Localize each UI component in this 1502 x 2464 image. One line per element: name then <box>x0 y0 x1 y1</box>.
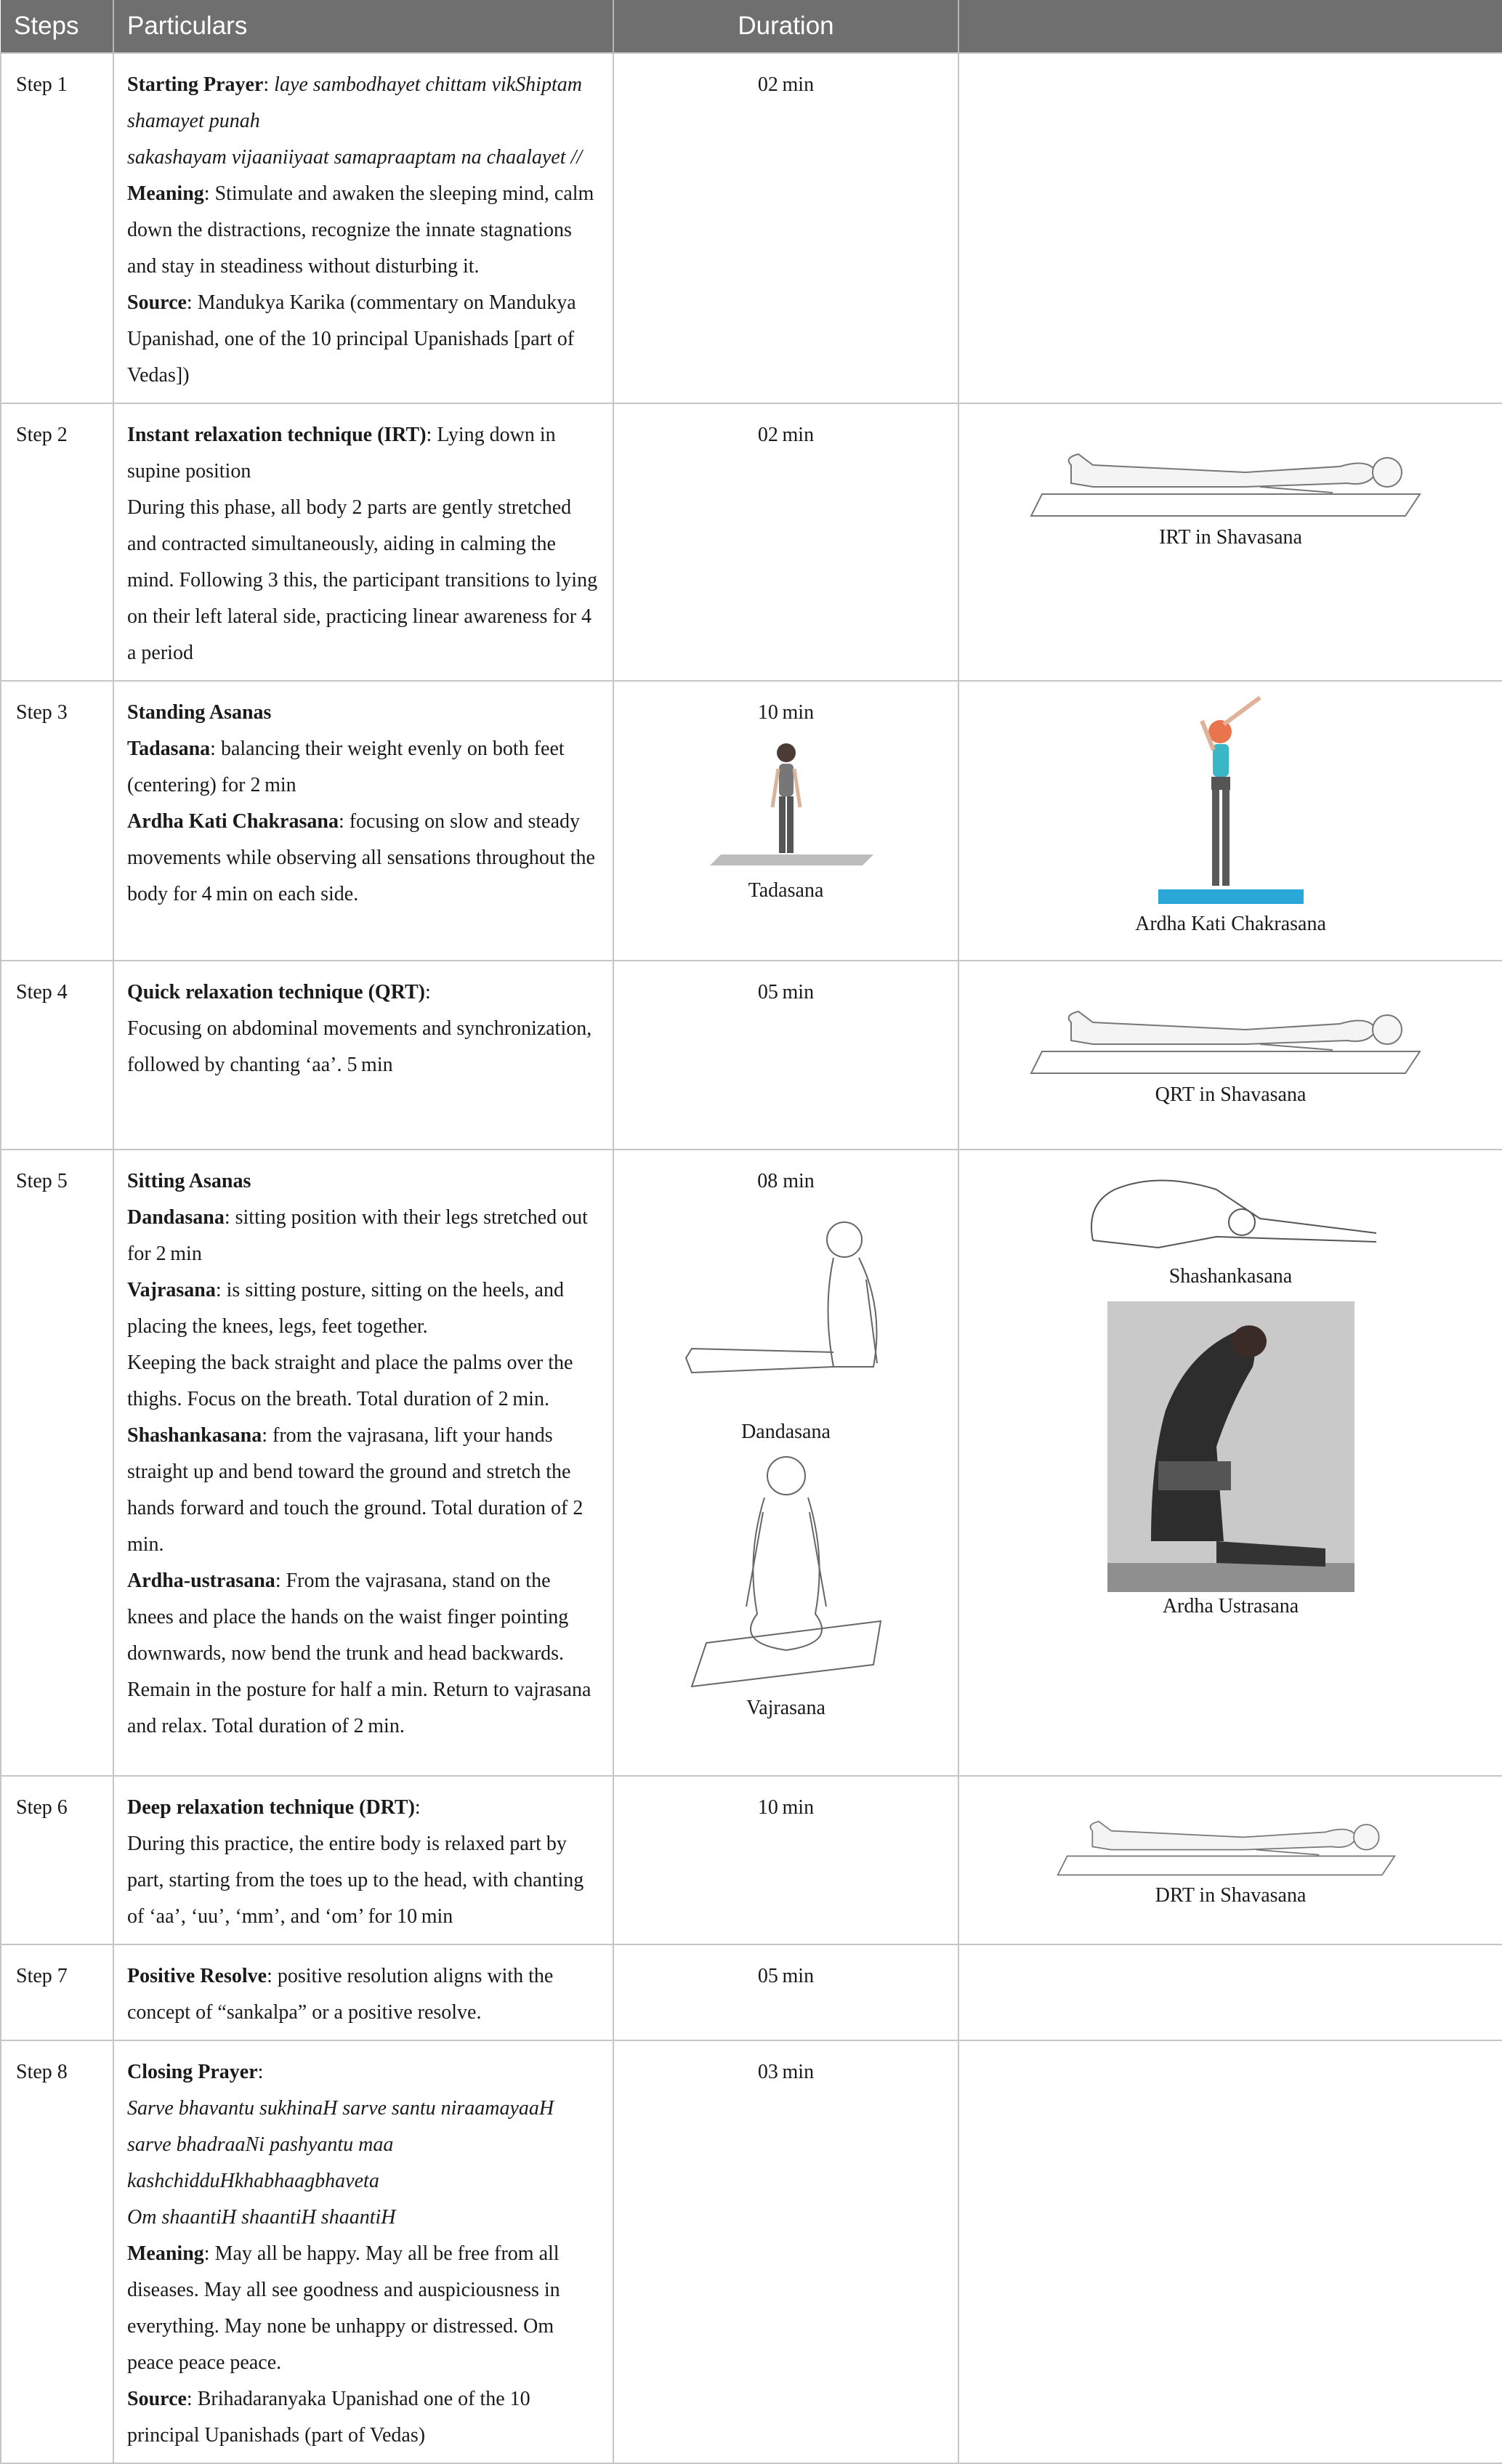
particulars-cell <box>113 1944 613 2040</box>
figure-caption: Ardha Kati Chakrasana <box>1135 913 1326 935</box>
ardha-kati-chakrasana-figure <box>1144 692 1318 910</box>
table-row <box>1 403 1502 681</box>
line-label: Closing Prayer <box>127 2061 258 2083</box>
particulars-cell <box>113 1776 613 1944</box>
shavasana-figure <box>1027 972 1434 1080</box>
figure-caption: Tadasana <box>748 879 824 902</box>
table-row <box>1 53 1502 403</box>
step-cell: Step 6 <box>1 1776 113 1944</box>
dandasana-figure <box>677 1200 895 1418</box>
line-label: Tadasana <box>127 738 211 760</box>
duration-value: 08 min <box>757 1170 815 1192</box>
figure-cell <box>958 1944 1502 2040</box>
line-text: focusing on slow and steady movements while observing all sensations throughout the body for 4 min on each side. <box>127 810 595 905</box>
line-separator: : <box>426 424 437 446</box>
figure-caption: IRT in Shavasana <box>1159 526 1302 549</box>
line-label: Instant relaxation technique (IRT) <box>127 424 427 446</box>
line-label: Quick relaxation technique (QRT) <box>127 981 425 1003</box>
line-label: Shashankasana <box>127 1424 262 1447</box>
line-separator: : <box>215 1279 227 1301</box>
line-separator: : <box>275 1570 286 1592</box>
step-cell: Step 7 <box>1 1944 113 2040</box>
tadasana-figure <box>688 731 884 876</box>
particular-line <box>127 1958 599 2031</box>
line-separator: : <box>338 810 350 833</box>
table-row <box>1 2040 1502 2463</box>
line-separator: : <box>224 1206 235 1229</box>
duration-cell <box>613 1150 958 1776</box>
particular-line: Om shaantiH shaantiH shaantiH <box>127 2206 396 2229</box>
particular-line: Sarve bhavantu sukhinaH sarve santu niraamayaaH sarve bhadraaNi pashyantu maa kashchidduHkhabhaagbhaveta <box>127 2097 554 2192</box>
line-label: Meaning <box>127 2242 204 2265</box>
line-separator: : <box>203 2242 215 2265</box>
line-separator: : <box>210 738 221 760</box>
particular-line: Sitting Asanas <box>127 1170 251 1192</box>
line-text: balancing their weight evenly on both feet (centering) for 2 min <box>127 738 565 796</box>
particular-line <box>127 417 599 490</box>
line-text: is sitting posture, sitting on the heels, and placing the knees, legs, feet together. <box>127 1279 564 1338</box>
particulars-cell <box>113 403 613 681</box>
line-separator: : <box>262 1424 273 1447</box>
header-particulars: Particulars <box>113 0 613 53</box>
table-row <box>1 961 1502 1150</box>
line-label: Positive Resolve <box>127 1965 267 1987</box>
figure-caption: QRT in Shavasana <box>1155 1083 1307 1106</box>
figure-cell <box>958 961 1502 1150</box>
particular-line <box>127 1272 599 1345</box>
shavasana-figure <box>1027 414 1434 523</box>
duration-cell: 10 min <box>613 1776 958 1944</box>
figure-caption: Vajrasana <box>746 1697 825 1719</box>
line-separator: : <box>267 1965 278 1987</box>
particulars-cell <box>113 1150 613 1776</box>
figure-caption: Ardha Ustrasana <box>1162 1595 1299 1617</box>
particular-line <box>127 67 599 140</box>
duration-cell: 05 min <box>613 961 958 1150</box>
figure-caption: DRT in Shavasana <box>1155 1884 1307 1907</box>
line-label: Meaning <box>127 182 204 205</box>
table-row <box>1 1150 1502 1776</box>
header-duration: Duration <box>613 0 958 53</box>
line-label: Ardha-ustrasana <box>127 1570 275 1592</box>
line-label: Source <box>127 2388 187 2410</box>
particular-line: Focusing on abdominal movements and synchronization, followed by chanting ‘aa’. 5 min <box>127 1017 592 1076</box>
line-separator: : <box>186 2388 198 2410</box>
step-cell: Step 5 <box>1 1150 113 1776</box>
figure-cell <box>958 2040 1502 2463</box>
table-row <box>1 1776 1502 1944</box>
figure-cell <box>958 53 1502 403</box>
figure-cell <box>958 1776 1502 1944</box>
line-label: Source <box>127 291 187 314</box>
figure-cell <box>958 403 1502 681</box>
vajrasana-figure <box>677 1447 895 1694</box>
duration-cell: 02 min <box>613 403 958 681</box>
step-cell: Step 3 <box>1 681 113 961</box>
particular-line <box>127 176 599 285</box>
particular-line <box>127 974 599 1011</box>
line-text: From the vajrasana, stand on the knees and place the hands on the waist finger pointing downwards, now bend the trunk and head backwards. Remain in the posture for half a min. Return to vajrasana and relax. Total duration of 2 min. <box>127 1570 591 1737</box>
line-text: Lying down in supine position <box>127 424 556 482</box>
line-separator: : <box>263 73 275 96</box>
header-row <box>1 0 1502 53</box>
duration-cell: 05 min <box>613 1944 958 2040</box>
header-figure <box>958 0 1502 53</box>
line-text: positive resolution aligns with the concept of “sankalpa” or a positive resolve. <box>127 1965 554 2024</box>
table-row <box>1 1944 1502 2040</box>
step-cell: Step 2 <box>1 403 113 681</box>
line-text: from the vajrasana, lift your hands straight up and bend toward the ground and stretch the hands forward and touch the ground. Total duration of 2 min. <box>127 1424 587 1556</box>
line-separator: : <box>203 182 215 205</box>
particular-line: During this practice, the entire body is relaxed part by part, starting from the toes up to the head, with chanting of ‘aa’, ‘uu’, ‘mm’, and ‘om’ for 10 min <box>127 1833 584 1928</box>
duration-value: 10 min <box>757 701 815 724</box>
particulars-cell <box>113 53 613 403</box>
particular-line <box>127 804 599 913</box>
line-text: Brihadaranyaka Upanishad one of the 10 principal Upanishads (part of Vedas) <box>127 2388 530 2447</box>
line-separator: : <box>424 981 431 1003</box>
line-label: Ardha Kati Chakrasana <box>127 810 339 833</box>
line-label: Dandasana <box>127 1206 225 1229</box>
figure-caption: Shashankasana <box>1168 1265 1293 1288</box>
line-text: sitting position with their legs stretched out for 2 min <box>127 1206 588 1265</box>
particulars-cell <box>113 681 613 961</box>
particulars-cell <box>113 961 613 1150</box>
particular-line <box>127 731 599 804</box>
shavasana-figure <box>1027 1787 1434 1881</box>
particular-line <box>127 1790 599 1826</box>
figure-caption: Dandasana <box>741 1421 831 1443</box>
ardha-ustrasana-photo <box>1107 1301 1354 1592</box>
line-text: May all be happy. May all be free from all diseases. May all see goodness and auspiciousness in everything. May none be unhappy or distressed. Om peace peace peace. <box>127 2242 560 2374</box>
particular-line <box>127 1200 599 1272</box>
line-text: laye sambodhayet chittam vikShiptam shamayet punah <box>127 73 582 132</box>
figure-cell <box>958 1150 1502 1776</box>
step-cell: Step 8 <box>1 2040 113 2463</box>
particular-line <box>127 2236 599 2381</box>
step-cell: Step 4 <box>1 961 113 1150</box>
line-text: Stimulate and awaken the sleeping mind, calm down the distractions, recognize the innate stagnations and stay in steadiness without disturbing it. <box>127 182 594 278</box>
line-label: Vajrasana <box>127 1279 216 1301</box>
particular-line <box>127 1418 599 1563</box>
particular-line <box>127 2381 599 2454</box>
particular-line <box>127 285 599 394</box>
step-cell: Step 1 <box>1 53 113 403</box>
particular-line <box>127 1563 599 1745</box>
line-separator: : <box>186 291 198 314</box>
duration-cell <box>613 681 958 961</box>
particulars-cell <box>113 2040 613 2463</box>
particular-line: Standing Asanas <box>127 701 272 724</box>
line-text: Mandukya Karika (commentary on Mandukya Upanishad, one of the 10 principal Upanishads [part of Vedas]) <box>127 291 576 387</box>
table-row <box>1 681 1502 961</box>
duration-cell: 03 min <box>613 2040 958 2463</box>
line-separator: : <box>257 2061 264 2083</box>
line-label: Deep relaxation technique (DRT) <box>127 1796 415 1819</box>
line-label: Starting Prayer <box>127 73 264 96</box>
particular-line <box>127 2054 599 2091</box>
particular-line: During this phase, all body 2 parts are gently stretched and contracted simultaneously, aiding in calming the mind. Following 3 this, the participant transitions to lying on their left lateral side, practicing linear awareness for 4 a period <box>127 496 598 664</box>
particular-line: sakashayam vijaaniiyaat samapraaptam na chaalayet // <box>127 146 583 169</box>
particular-line: Keeping the back straight and place the palms over the thighs. Focus on the breath. Total duration of 2 min. <box>127 1352 573 1410</box>
figure-cell <box>958 681 1502 961</box>
header-steps: Steps <box>1 0 113 53</box>
duration-cell: 02 min <box>613 53 958 403</box>
shashankasana-figure <box>1071 1160 1391 1262</box>
line-separator: : <box>414 1796 421 1819</box>
